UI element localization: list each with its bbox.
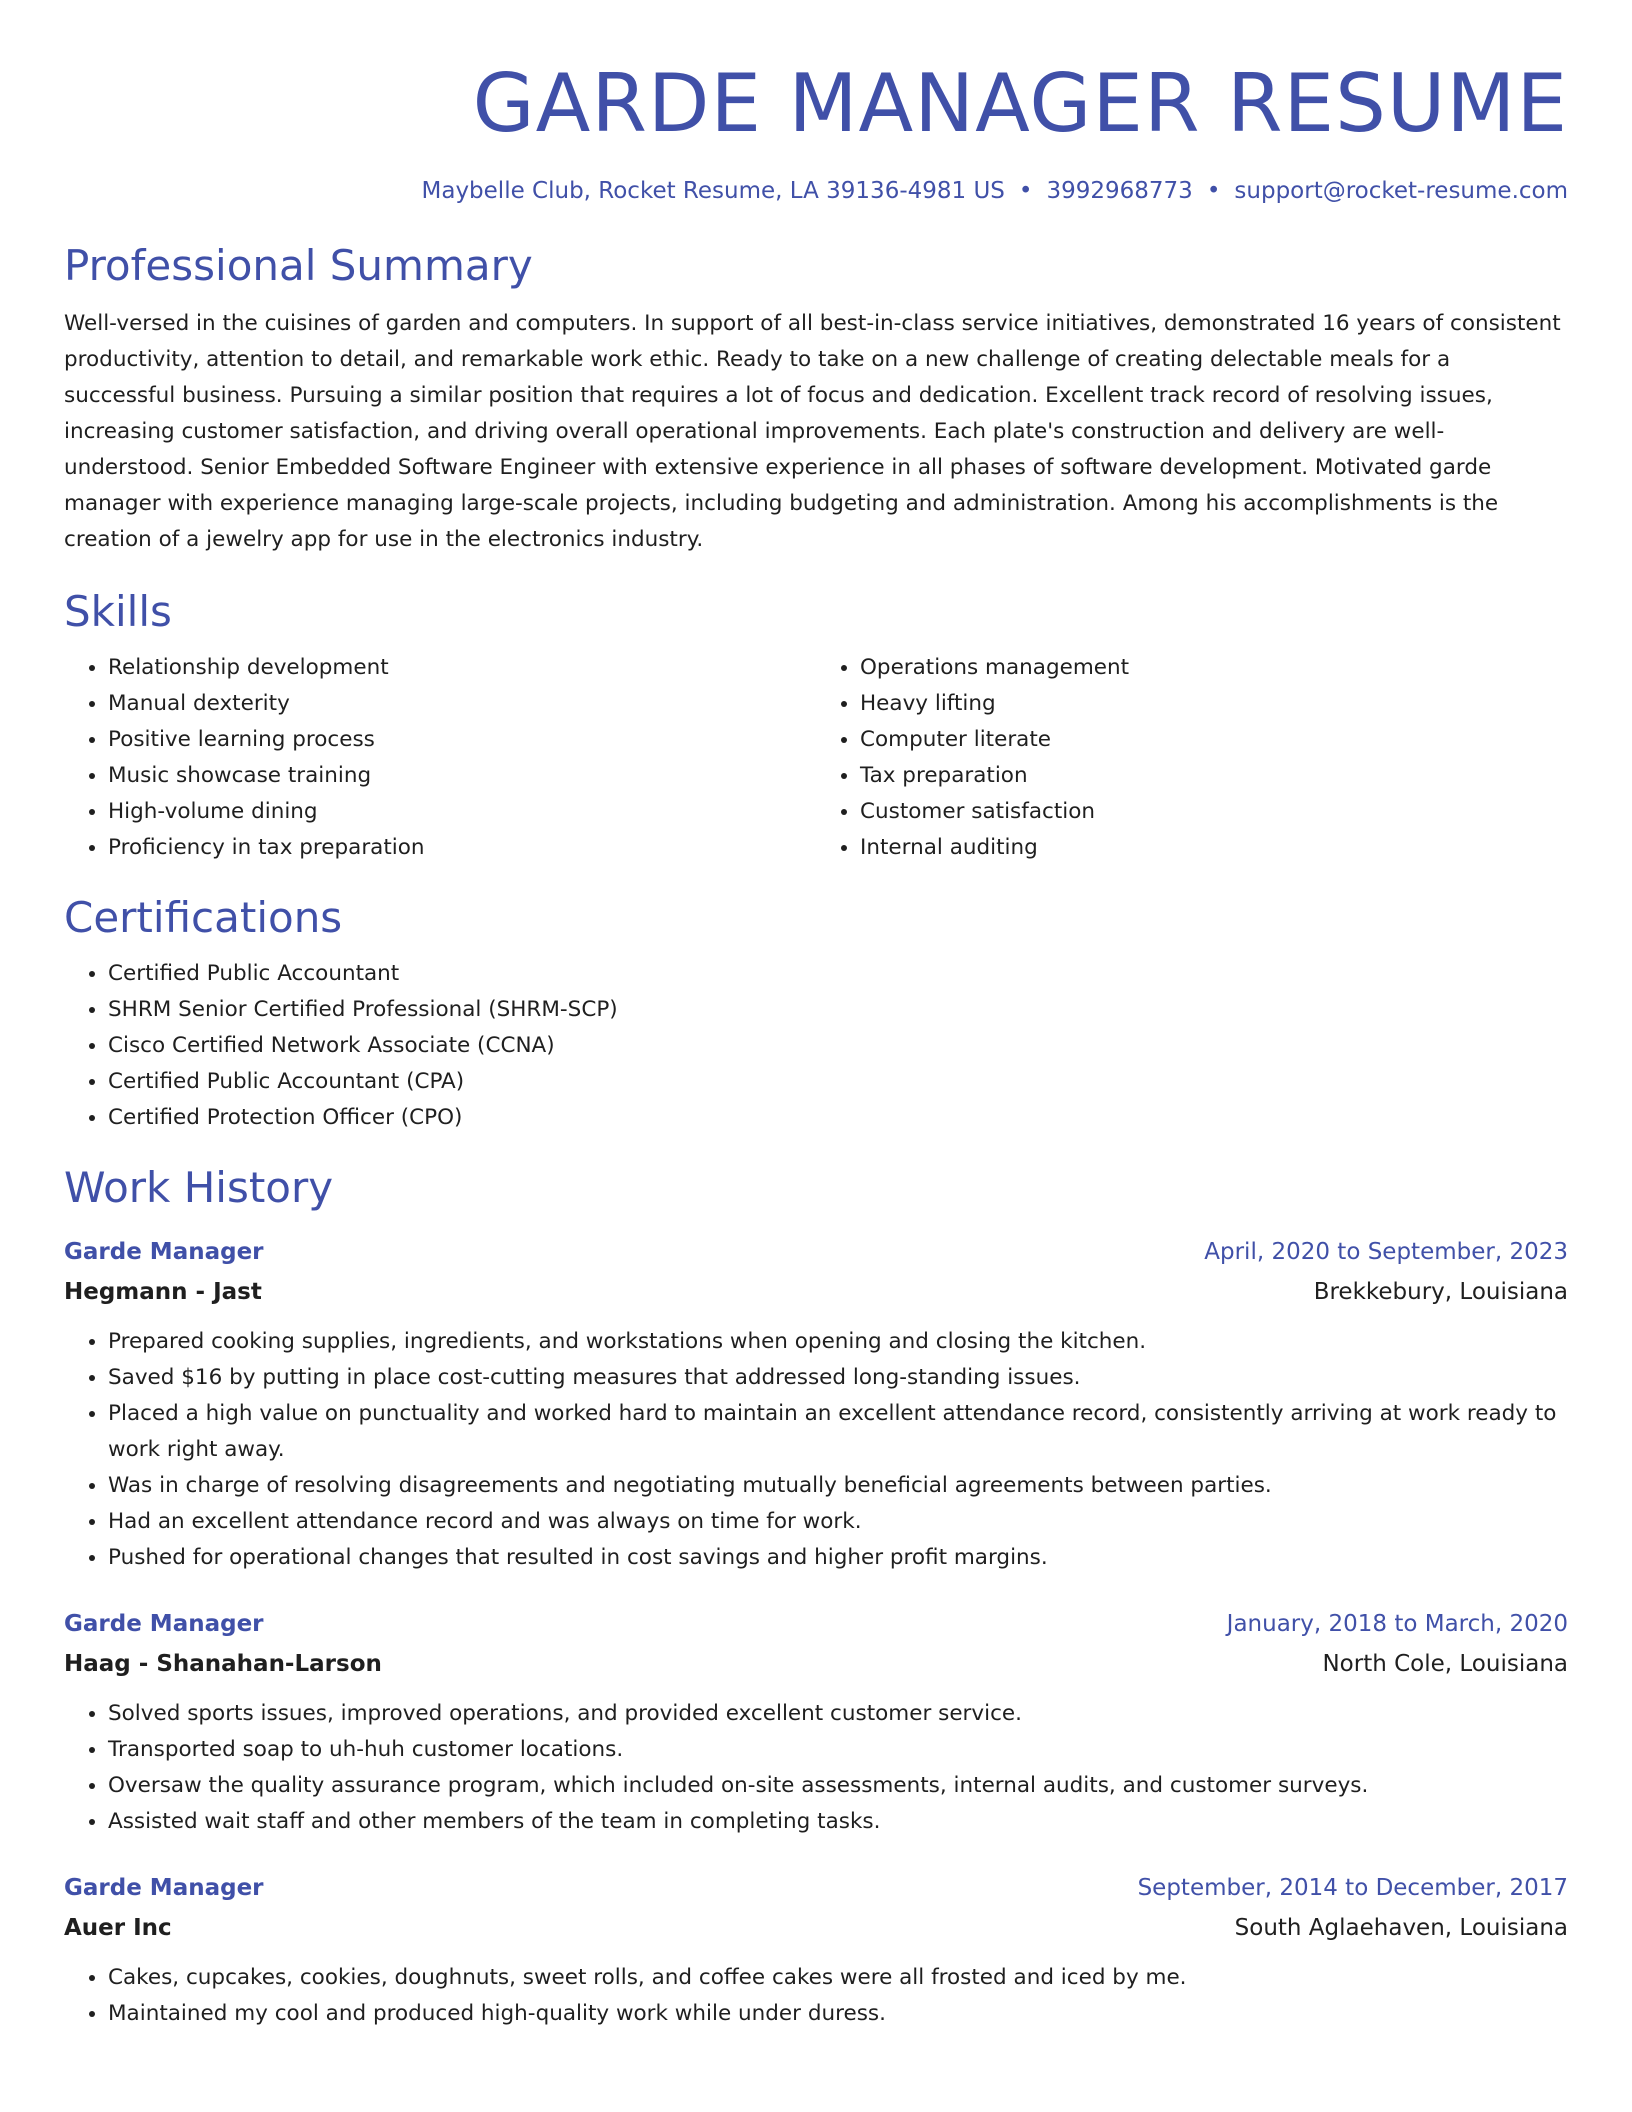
job-title-row xyxy=(64,1232,1568,1272)
skill-item: • Heavy lifting xyxy=(860,686,1568,722)
skill-item: • Manual dexterity xyxy=(108,686,816,722)
job-title: Garde Manager xyxy=(64,1875,264,1901)
job-company-row xyxy=(64,1644,1568,1684)
job-bullet: • Placed a high value on punctuality and worked hard to maintain an excellent attendance record, consistently arriving at work ready to work right away. xyxy=(108,1396,1568,1468)
skill-item: • Tax preparation xyxy=(860,758,1568,794)
job-dates: January, 2018 to March, 2020 xyxy=(1226,1611,1568,1637)
work-history-section xyxy=(64,1162,1568,2032)
skill-item: • Operations management xyxy=(860,650,1568,686)
summary-text: Well-versed in the cuisines of garden and computers. In support of all best-in-class service initiatives, demonstrated 16 years of consistent productivity, attention to detail, and remarkable work ethic. Ready to take on a new challenge of creating delectable meals for a successful business. Pursuing a similar position that requires a lot of focus and dedication. Excellent track record of resolving issues, increasing customer satisfaction, and driving overall operational improvements. Each plate's construction and delivery are well-understood. Senior Embedded Software Engineer with extensive experience in all phases of software development. Motivated garde manager with experience managing large-scale projects, including budgeting and administration. Among his accomplishments is the creation of a jewelry app for use in the electronics industry. xyxy=(64,311,1561,552)
certification-item: • SHRM Senior Certified Professional (SHRM-SCP) xyxy=(108,992,1568,1028)
job-title-row xyxy=(64,1868,1568,1908)
certification-item: • Cisco Certified Network Associate (CCNA) xyxy=(108,1028,1568,1064)
job-company-row xyxy=(64,1908,1568,1948)
contact-line xyxy=(64,176,1568,206)
certifications-section xyxy=(64,892,1568,1136)
job-bullet: • Solved sports issues, improved operations, and provided excellent customer service. xyxy=(108,1696,1568,1732)
job-bullet: • Oversaw the quality assurance program, which included on-site assessments, internal audits, and customer surveys. xyxy=(108,1768,1568,1804)
job-title-row xyxy=(64,1604,1568,1644)
certifications-list xyxy=(64,956,1568,1136)
job-entry xyxy=(64,1868,1568,2032)
job-company: Auer Inc xyxy=(64,1915,172,1941)
job-company: Hegmann - Jast xyxy=(64,1279,262,1305)
skill-item: • Internal auditing xyxy=(860,830,1568,866)
resume-page xyxy=(64,0,1568,2112)
job-location: North Cole, Louisiana xyxy=(1322,1651,1568,1677)
contact-email[interactable]: support@rocket-resume.com xyxy=(1234,178,1568,204)
resume-title: GARDE MANAGER RESUME xyxy=(472,57,1568,150)
skill-item: • High-volume dining xyxy=(108,794,816,830)
job-bullet: • Maintained my cool and produced high-quality work while under duress. xyxy=(108,1996,1568,2032)
job-company-row xyxy=(64,1272,1568,1312)
job-bullet: • Transported soap to uh-huh customer locations. xyxy=(108,1732,1568,1768)
job-bullets xyxy=(64,1696,1568,1840)
certification-item: • Certified Protection Officer (CPO) xyxy=(108,1100,1568,1136)
skill-item: • Computer literate xyxy=(860,722,1568,758)
certification-item: • Certified Public Accountant xyxy=(108,956,1568,992)
job-bullet: • Prepared cooking supplies, ingredients, and workstations when opening and closing the kitchen. xyxy=(108,1324,1568,1360)
job-location: Brekkebury, Louisiana xyxy=(1313,1279,1568,1305)
job-bullet: • Was in charge of resolving disagreements and negotiating mutually beneficial agreements between parties. xyxy=(108,1468,1568,1504)
job-bullets xyxy=(64,1324,1568,1576)
skills-grid xyxy=(64,650,1568,866)
section-heading-certifications: Certifications xyxy=(64,893,343,942)
job-bullets xyxy=(64,1960,1568,2032)
contact-separator: • xyxy=(1206,178,1221,204)
job-entry xyxy=(64,1604,1568,1840)
skills-list-left xyxy=(64,650,816,866)
skill-item: • Relationship development xyxy=(108,650,816,686)
skill-item: • Music showcase training xyxy=(108,758,816,794)
job-dates: April, 2020 to September, 2023 xyxy=(1204,1239,1568,1265)
job-title: Garde Manager xyxy=(64,1611,264,1637)
skills-list-right xyxy=(816,650,1568,866)
skill-item: • Customer satisfaction xyxy=(860,794,1568,830)
job-location: South Aglaehaven, Louisiana xyxy=(1234,1915,1568,1941)
skill-item: • Proficiency in tax preparation xyxy=(108,830,816,866)
job-company: Haag - Shanahan-Larson xyxy=(64,1651,382,1677)
contact-separator: • xyxy=(1018,178,1033,204)
job-dates: September, 2014 to December, 2017 xyxy=(1137,1875,1568,1901)
job-title: Garde Manager xyxy=(64,1239,264,1265)
skill-item: • Positive learning process xyxy=(108,722,816,758)
job-bullet: • Pushed for operational changes that resulted in cost savings and higher profit margins. xyxy=(108,1540,1568,1576)
section-heading-summary: Professional Summary xyxy=(64,241,533,290)
contact-address: Maybelle Club, Rocket Resume, LA 39136-4981 US xyxy=(421,178,1005,204)
job-bullet: • Had an excellent attendance record and was always on time for work. xyxy=(108,1504,1568,1540)
section-heading-work-history: Work History xyxy=(64,1163,334,1212)
contact-phone[interactable]: 3992968773 xyxy=(1046,178,1193,204)
professional-summary-section xyxy=(64,240,1568,558)
job-entry xyxy=(64,1232,1568,1576)
job-bullet: • Saved $16 by putting in place cost-cutting measures that addressed long-standing issues. xyxy=(108,1360,1568,1396)
section-heading-skills: Skills xyxy=(64,587,172,636)
skills-section xyxy=(64,586,1568,866)
job-bullet: • Cakes, cupcakes, cookies, doughnuts, sweet rolls, and coffee cakes were all frosted and iced by me. xyxy=(108,1960,1568,1996)
job-bullet: • Assisted wait staff and other members of the team in completing tasks. xyxy=(108,1804,1568,1840)
certification-item: • Certified Public Accountant (CPA) xyxy=(108,1064,1568,1100)
